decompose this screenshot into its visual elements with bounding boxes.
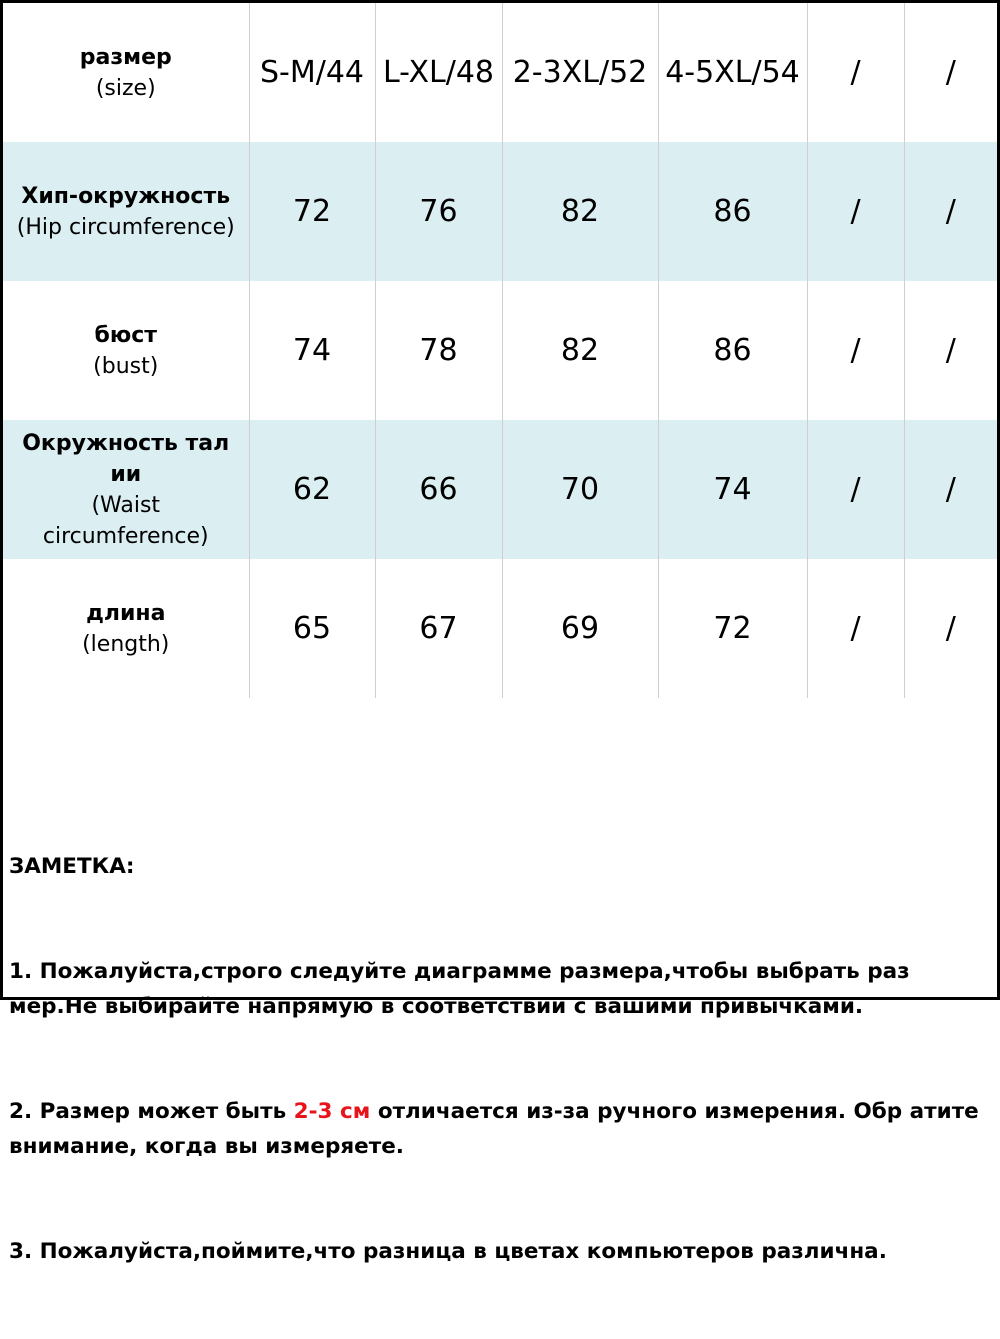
table-cell: 82 <box>502 142 658 281</box>
note-highlight: 2-3 см <box>293 1099 371 1124</box>
notes-heading: ЗАМЕТКА: <box>9 854 135 879</box>
table-cell: 62 <box>249 420 375 559</box>
row-label-ru: Окружность тал ии <box>22 430 230 487</box>
table-cell: 72 <box>249 142 375 281</box>
table-cell: S-M/44 <box>249 3 375 142</box>
table-header-row <box>3 3 997 142</box>
row-label-hip <box>3 142 249 281</box>
table-cell: 86 <box>658 281 807 420</box>
row-label-en: (Waist circumference) <box>42 492 209 549</box>
table-cell: / <box>807 281 904 420</box>
table-cell: 65 <box>249 559 375 698</box>
row-label-ru: длина <box>86 600 166 626</box>
row-label-en: (Hip circumference) <box>16 214 235 240</box>
note-item-2 <box>9 1094 993 1164</box>
table-cell: 74 <box>249 281 375 420</box>
row-label-en: (length) <box>82 631 170 657</box>
row-label-ru: бюст <box>94 322 158 348</box>
row-label-ru: размер <box>79 44 172 70</box>
table-cell: 67 <box>375 559 502 698</box>
table-cell: 82 <box>502 281 658 420</box>
table-cell: / <box>807 559 904 698</box>
row-label-ru: Хип-окружность <box>21 183 231 209</box>
table-cell: 86 <box>658 142 807 281</box>
table-row-waist <box>3 420 997 559</box>
table-cell: 76 <box>375 142 502 281</box>
table-cell: / <box>904 3 997 142</box>
table-cell: 66 <box>375 420 502 559</box>
table-cell: 78 <box>375 281 502 420</box>
note-item-2-rest: отличается из-за ручного измерения. Обр атите внимание, когда вы измеряете. <box>9 1099 987 1159</box>
table-cell: L-XL/48 <box>375 3 502 142</box>
row-label-waist <box>3 420 249 559</box>
table-cell: 2-3XL/52 <box>502 3 658 142</box>
table-row-bust <box>3 281 997 420</box>
table-cell: / <box>904 281 997 420</box>
table-cell: 72 <box>658 559 807 698</box>
table-cell: / <box>904 142 997 281</box>
table-cell: / <box>904 420 997 559</box>
table-cell: / <box>904 559 997 698</box>
table-cell: 74 <box>658 420 807 559</box>
row-label-en: (bust) <box>93 353 159 379</box>
table-cell: / <box>807 3 904 142</box>
notes-section <box>9 779 993 1339</box>
table-row-length <box>3 559 997 698</box>
row-label-size <box>3 3 249 142</box>
table-cell: 4-5XL/54 <box>658 3 807 142</box>
note-item-3: 3. Пожалуйста,поймите,что разница в цветах компьютеров различна. <box>9 1239 887 1264</box>
size-table <box>3 3 997 698</box>
table-cell: 69 <box>502 559 658 698</box>
table-cell: / <box>807 142 904 281</box>
table-cell: 70 <box>502 420 658 559</box>
note-item-1: 1. Пожалуйста,строго следуйте диаграмме размера,чтобы выбрать раз мер.Не выбирайте напрямую в соответствии с вашими привычками. <box>9 959 918 1019</box>
table-cell: / <box>807 420 904 559</box>
row-label-en: (size) <box>95 75 156 101</box>
row-label-bust <box>3 281 249 420</box>
table-row-hip <box>3 142 997 281</box>
row-label-length <box>3 559 249 698</box>
note-item-2-text: 2. Размер может быть <box>9 1099 294 1124</box>
